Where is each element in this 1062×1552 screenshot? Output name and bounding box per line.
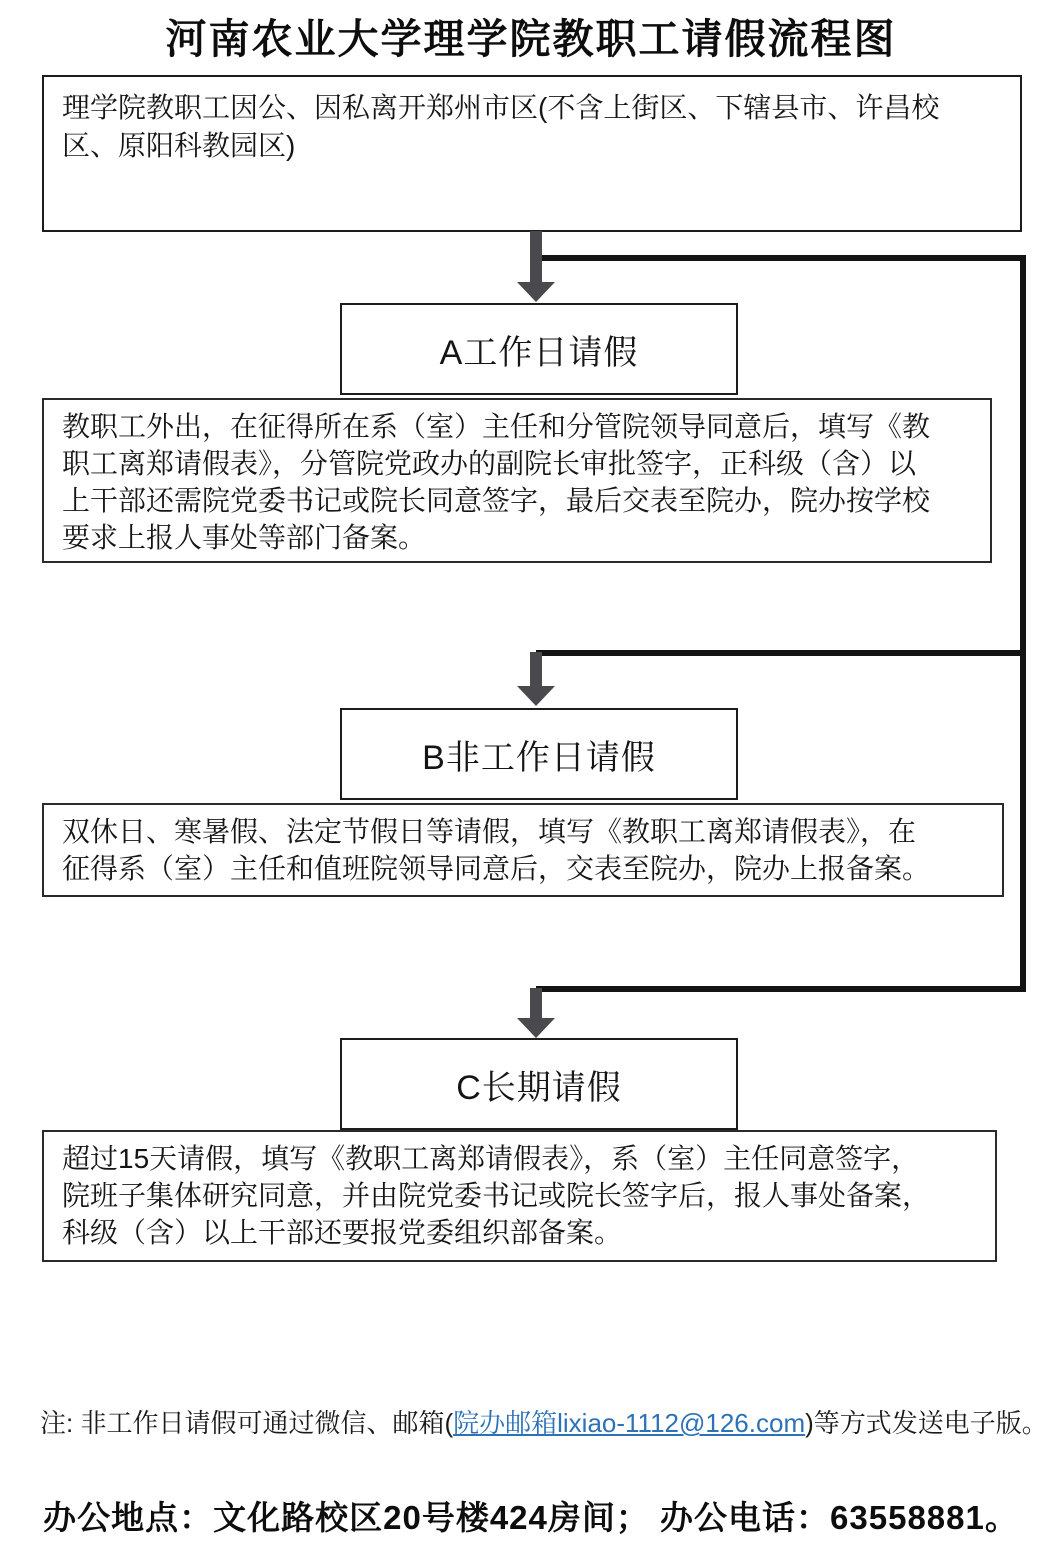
- text-line: 上干部还需院党委书记或院长同意签字，最后交表至院办，院办按学校: [62, 485, 931, 516]
- branch-b-desc-box: [42, 803, 1004, 897]
- connector-line-right-rail: [1020, 255, 1026, 992]
- text-line: 双休日、寒暑假、法定节假日等请假，填写《教职工离郑请假表》，在: [62, 816, 917, 847]
- note-prefix: 注: 非工作日请假可通过微信、邮箱(: [40, 1408, 454, 1438]
- note-text: [40, 1406, 1048, 1440]
- text-line: 征得系（室）主任和值班院领导同意后，交表至院办，院办上报备案。: [62, 853, 931, 884]
- text-line: 职工离郑请假表》，分管院党政办的副院长审批签字，正科级（含）以: [62, 448, 917, 479]
- branch-b-title-box: [340, 708, 738, 800]
- arrow-head: [517, 282, 555, 302]
- connector-line-branch-c: [536, 986, 1026, 992]
- note-suffix: )等方式发送电子版。: [805, 1408, 1048, 1438]
- branch-b-label: B非工作日请假: [422, 738, 656, 777]
- intro-condition-box: [42, 75, 1022, 232]
- page-title: 河南农业大学理学院教职工请假流程图: [165, 16, 897, 62]
- branch-c-desc-box: [42, 1130, 997, 1262]
- footer-contact: 办公地点：文化路校区20号楼424房间； 办公电话：63558881。: [43, 1499, 1019, 1536]
- email-link[interactable]: 院办邮箱lixiao-1112@126.com: [453, 1408, 806, 1438]
- branch-c-label: C长期请假: [456, 1068, 622, 1107]
- branch-a-label: A工作日请假: [439, 333, 639, 372]
- text-line: 要求上报人事处等部门备案。: [62, 522, 427, 553]
- text-line: 科级（含）以上干部还要报党委组织部备案。: [62, 1217, 623, 1248]
- arrow-shaft: [530, 231, 542, 282]
- text-line: 教职工外出，在征得所在系（室）主任和分管院领导同意后，填写《教: [62, 411, 931, 442]
- text-line: 区、原阳科教园区): [62, 130, 296, 161]
- connector-line-top: [536, 255, 1026, 261]
- branch-a-desc-box: [42, 398, 992, 563]
- branch-c-title-box: [340, 1038, 738, 1130]
- arrow-shaft: [530, 652, 542, 686]
- arrow-shaft: [530, 988, 542, 1018]
- text-line: 理学院教职工因公、因私离开郑州市区(不含上街区、下辖县市、许昌校: [62, 92, 940, 123]
- arrow-head: [517, 686, 555, 706]
- branch-a-title-box: [340, 303, 738, 395]
- text-line: 院班子集体研究同意，并由院党委书记或院长签字后，报人事处备案，: [62, 1180, 931, 1211]
- connector-line-branch-b: [536, 650, 1026, 656]
- text-line: 超过15天请假，填写《教职工离郑请假表》，系（室）主任同意签字，: [62, 1143, 920, 1174]
- arrow-head: [517, 1018, 555, 1038]
